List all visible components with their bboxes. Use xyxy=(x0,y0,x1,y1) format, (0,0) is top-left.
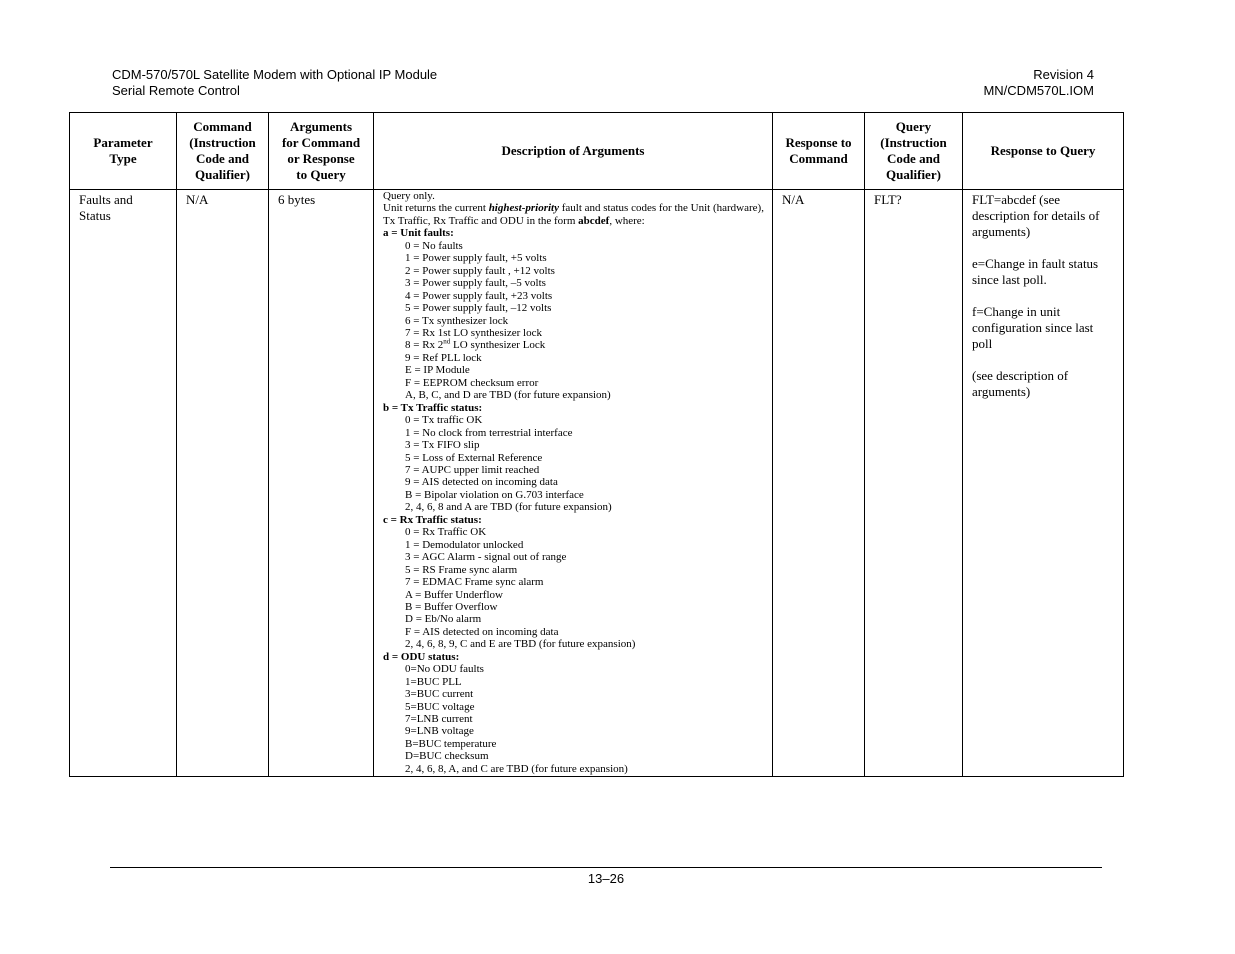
response-query-paragraph: e=Change in fault status since last poll. xyxy=(972,256,1099,287)
cell-description xyxy=(374,190,773,777)
list-item: 7=LNB current xyxy=(405,713,473,726)
list-item: 9=LNB voltage xyxy=(405,725,474,738)
response-query-paragraph: FLT=abcdef (see description for details of arguments) xyxy=(972,192,1100,239)
column-header-command: Command (Instruction Code and Qualifier) xyxy=(177,113,269,190)
command-spec-table xyxy=(69,112,1124,777)
list-item: A, B, C, and D are TBD (for future expansion) xyxy=(405,389,611,402)
header-revision: Revision 4 xyxy=(1033,67,1094,82)
table-row xyxy=(70,190,1124,777)
list-item: 5 = RS Frame sync alarm xyxy=(405,563,518,576)
odu-status-list xyxy=(383,663,767,775)
list-item: 6 = Tx synthesizer lock xyxy=(405,314,509,327)
list-item: 3 = AGC Alarm - signal out of range xyxy=(405,551,567,564)
list-item: B = Bipolar violation on G.703 interface xyxy=(405,488,584,501)
list-item: 3 = Tx FIFO slip xyxy=(405,439,480,452)
list-item: 8 = Rx 2nd LO synthesizer Lock xyxy=(405,337,546,352)
column-header-arguments: Arguments for Command or Response to Query xyxy=(269,113,374,190)
list-item: 0=No ODU faults xyxy=(405,663,484,676)
cell-response-to-command: N/A xyxy=(773,190,865,777)
page-number: 13–26 xyxy=(587,871,625,886)
response-query-paragraph: f=Change in unit configuration since last poll xyxy=(972,304,1094,351)
column-header-description: Description of Arguments xyxy=(374,113,773,190)
list-item: 1 = Power supply fault, +5 volts xyxy=(405,252,547,265)
list-item: 2, 4, 6, 8, A, and C are TBD (for future expansion) xyxy=(405,762,628,775)
header-title-line-1: CDM-570/570L Satellite Modem with Optional IP Module xyxy=(112,67,438,82)
cell-response-to-query xyxy=(963,190,1124,777)
document-header-title xyxy=(112,67,437,99)
cell-parameter-type: Faults and Status xyxy=(70,190,177,777)
list-item: 0 = Tx traffic OK xyxy=(405,414,483,427)
list-item: 4 = Power supply fault, +23 volts xyxy=(405,289,553,302)
response-query-paragraph: (see description of arguments) xyxy=(972,368,1069,399)
header-doc-id: MN/CDM570L.IOM xyxy=(983,83,1094,98)
document-header-revision xyxy=(983,67,1094,99)
column-header-query: Query (Instruction Code and Qualifier) xyxy=(865,113,963,190)
list-item: 5=BUC voltage xyxy=(405,700,475,713)
list-item: E = IP Module xyxy=(405,364,470,377)
cell-command: N/A xyxy=(177,190,269,777)
list-item: 9 = Ref PLL lock xyxy=(405,351,482,364)
list-item: 2 = Power supply fault , +12 volts xyxy=(405,264,555,277)
list-item: F = EEPROM checksum error xyxy=(405,376,539,389)
list-item: B = Buffer Overflow xyxy=(405,600,498,613)
list-item: 5 = Power supply fault, –12 volts xyxy=(405,302,552,315)
list-item: 1 = Demodulator unlocked xyxy=(405,538,524,551)
column-header-response-to-command: Response to Command xyxy=(773,113,865,190)
tx-traffic-heading: b = Tx Traffic status: xyxy=(383,401,483,414)
list-item: A = Buffer Underflow xyxy=(405,588,503,601)
list-item: 3=BUC current xyxy=(405,688,474,701)
cell-arguments: 6 bytes xyxy=(269,190,374,777)
list-item: 7 = AUPC upper limit reached xyxy=(405,463,540,476)
rx-traffic-heading: c = Rx Traffic status: xyxy=(383,513,482,526)
list-item: 5 = Loss of External Reference xyxy=(405,451,543,464)
list-item: 7 = EDMAC Frame sync alarm xyxy=(405,576,544,589)
list-item: 2, 4, 6, 8, 9, C and E are TBD (for future expansion) xyxy=(405,638,636,651)
unit-faults-list xyxy=(383,240,767,402)
list-item: D=BUC checksum xyxy=(405,750,489,763)
list-item: B=BUC temperature xyxy=(405,737,497,750)
header-title-line-2: Serial Remote Control xyxy=(112,83,240,98)
footer-divider xyxy=(110,867,1102,868)
list-item: D = Eb/No alarm xyxy=(405,613,482,626)
list-item: 2, 4, 6, 8 and A are TBD (for future expansion) xyxy=(405,501,612,514)
list-item: F = AIS detected on incoming data xyxy=(405,625,559,638)
description-intro-2: Unit returns the current highest-priority fault and status codes for the Unit (hardware), Tx Traffic, Rx Traffic and ODU in the form abcdef, where: xyxy=(383,202,764,227)
unit-faults-heading: a = Unit faults: xyxy=(383,227,454,240)
list-item: 0 = Rx Traffic OK xyxy=(405,526,487,539)
column-header-response-to-query: Response to Query xyxy=(963,113,1124,190)
tx-traffic-list xyxy=(383,414,767,514)
list-item: 3 = Power supply fault, –5 volts xyxy=(405,277,546,290)
list-item: 1=BUC PLL xyxy=(405,675,462,688)
rx-traffic-list xyxy=(383,526,767,651)
table-header-row xyxy=(70,113,1124,190)
column-header-parameter-type: Parameter Type xyxy=(70,113,177,190)
list-item: 0 = No faults xyxy=(405,239,463,252)
list-item: 1 = No clock from terrestrial interface xyxy=(405,426,573,439)
odu-status-heading: d = ODU status: xyxy=(383,650,460,663)
cell-query: FLT? xyxy=(865,190,963,777)
list-item: 9 = AIS detected on incoming data xyxy=(405,476,558,489)
list-item: 7 = Rx 1st LO synthesizer lock xyxy=(405,326,542,339)
description-intro-1: Query only. xyxy=(383,190,435,202)
